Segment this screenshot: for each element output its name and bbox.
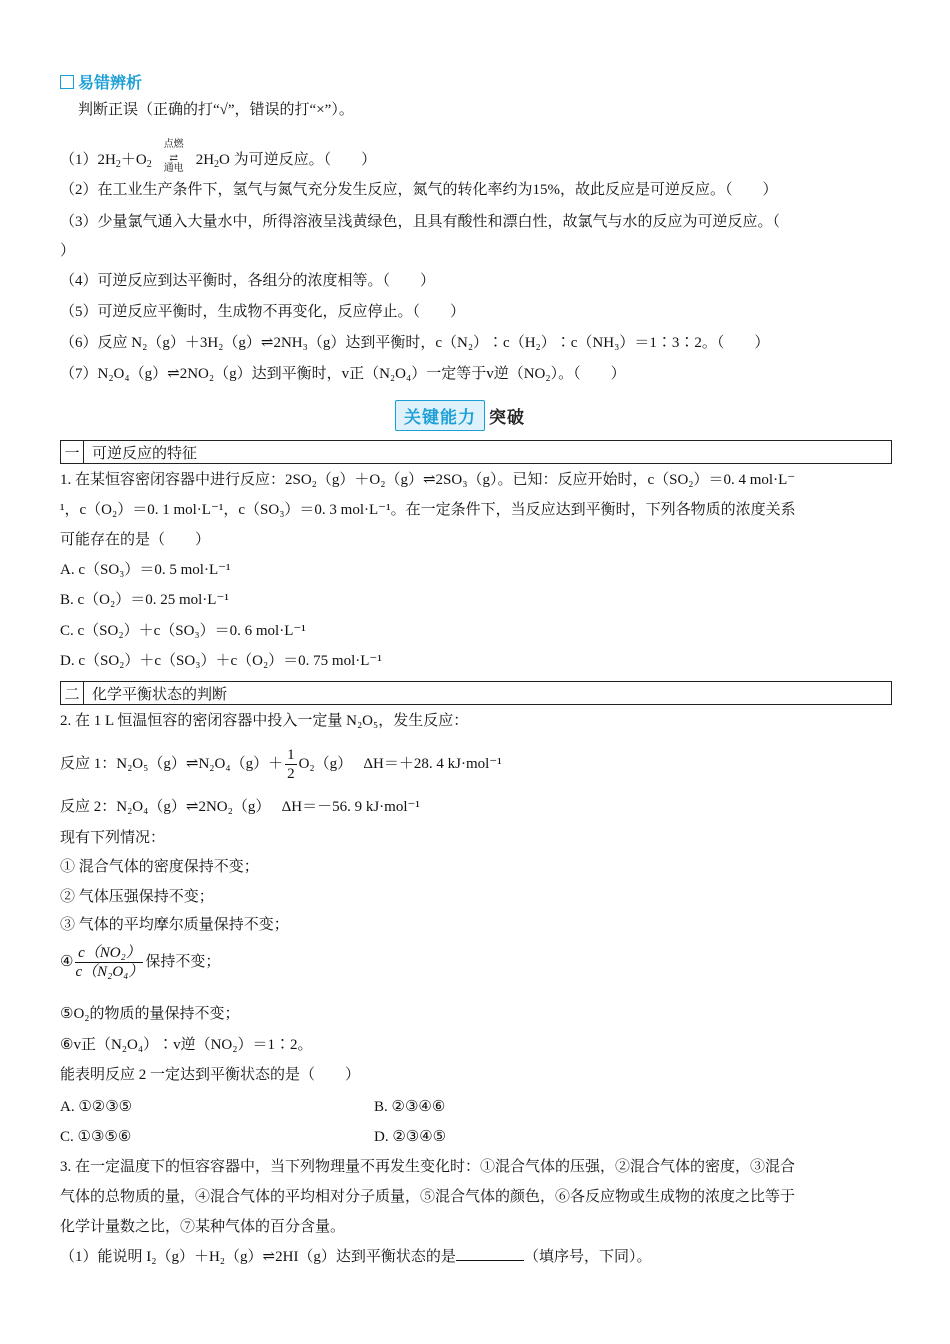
item-3: （3）少量氯气通入大量水中，所得溶液呈浅黄绿色，且具有酸性和漂白性，故氯气与水的反应为可逆反应。（ (60, 214, 781, 230)
q2-option-d: D. ②③④⑤ (374, 1129, 447, 1145)
q1-option-a: A. c（SO₃）＝0. 5 mol·L⁻¹ (60, 562, 231, 578)
q2-option-c: C. ①③⑤⑥ (60, 1129, 132, 1145)
section-heading-error-analysis (60, 70, 142, 93)
q1-line-1: 1. 在某恒容密闭容器中进行反应：2SO₂（g）＋O₂（g）⇌2SO₃（g）。已知：反应开始时，c（SO₂）＝0. 4 mol·L⁻ (60, 472, 796, 488)
breakthrough-label: 突破 (489, 407, 525, 428)
q1-option-b: B. c（O₂）＝0. 25 mol·L⁻¹ (60, 592, 229, 608)
topic-title: 化学平衡状态的判断 (92, 684, 228, 703)
reaction-condition-arrow: 点燃 ⇄ 通电 (163, 138, 184, 174)
topic-number: 二 (61, 682, 84, 704)
item-6: （6）反应 N₂（g）＋3H₂（g）⇌2NH₃（g）达到平衡时，c（N₂）∶c（H₂）∶c（NH₃）＝1∶3∶2。（ ） (60, 335, 770, 351)
checkbox-square-icon (60, 75, 74, 89)
topic-number: 一 (61, 441, 84, 463)
q2-condition-5: ⑤O₂的物质的量保持不变； (60, 1006, 240, 1022)
item-4: （4）可逆反应到达平衡时，各组分的浓度相等。（ ） (60, 273, 436, 289)
q2-option-a: A. ①②③⑤ (60, 1099, 133, 1115)
q2-conditions-intro: 现有下列情况： (60, 830, 166, 846)
q2-condition-4: ④ $\frac{\text{c（NO₂）}}{\text{c（N₂O₄）}}$ 保持不变； (60, 945, 221, 981)
item-1: $(1)2H_2+O_2$ 点燃 ⇄ 通电 $2H_2O$ 为可逆反应。（ ） (60, 138, 377, 174)
topic-bar-2 (60, 681, 892, 705)
intro-text: 判断正误（正确的打“√”，错误的打“×”）。 (78, 102, 354, 118)
item-2: （2）在工业生产条件下，氢气与氮气充分发生反应，氮气的转化率约为15%，故此反应是可逆反应。（ ） (60, 182, 778, 198)
key-ability-title (395, 400, 525, 430)
q2-condition-2: ② 气体压强保持不变； (60, 889, 214, 905)
q2-reaction-1: 反应 1：N₂O₅（g）⇌N₂O₄（g）＋ $\frac{1}{2}$ O₂（g） ΔH＝＋28. 4 kJ·mol⁻¹ (60, 747, 502, 783)
topic-bar-1 (60, 440, 892, 464)
q3-line-2: 气体的总物质的量，④混合气体的平均相对分子质量，⑤混合气体的颜色，⑥各反应物或生成物的浓度之比等于 (60, 1189, 796, 1205)
q1-line-3: 可能存在的是（ ） (60, 532, 211, 548)
item-5: （5）可逆反应平衡时，生成物不再变化，反应停止。（ ） (60, 304, 466, 320)
q2-condition-6: ⑥v正（N₂O₄）∶v逆（NO₂）＝1∶2。 (60, 1037, 313, 1053)
q1-option-c: C. c（SO₂）＋c（SO₃）＝0. 6 mol·L⁻¹ (60, 623, 306, 639)
q3-sub-1: （1）能说明 I₂（g）＋H₂（g）⇌2HI（g）达到平衡状态的是 （填序号，下同）。 (60, 1246, 651, 1267)
item-7: （7）N₂O₄（g）⇌2NO₂（g）达到平衡时，v正（N₂O₄）一定等于v逆（NO₂）。（ ） (60, 366, 626, 382)
key-ability-label: 关键能力 (395, 400, 485, 431)
q2-reaction-2: 反应 2：N₂O₄（g）⇌2NO₂（g） ΔH＝－56. 9 kJ·mol⁻¹ (60, 799, 420, 815)
heading-text: 易错辨析 (78, 73, 143, 92)
fraction-one-half: $\frac{1}{2}$ (287, 747, 295, 783)
q2-option-b: B. ②③④⑥ (374, 1099, 446, 1115)
answer-blank[interactable] (456, 1246, 524, 1261)
q1-option-d: D. c（SO₂）＋c（SO₃）＋c（O₂）＝0. 75 mol·L⁻¹ (60, 653, 382, 669)
q2-line-1: 2. 在 1 L 恒温恒容的密闭容器中投入一定量 N₂O₅，发生反应： (60, 713, 469, 729)
fraction-concentration-ratio: $\frac{\text{c（NO₂）}}{\text{c（N₂O₄）}}$ (75, 945, 144, 981)
topic-title: 可逆反应的特征 (92, 443, 198, 462)
q3-line-3: 化学计量数之比，⑦某种气体的百分含量。 (60, 1219, 346, 1235)
q2-condition-3: ③ 气体的平均摩尔质量保持不变； (60, 917, 289, 933)
q2-condition-1: ① 混合气体的密度保持不变； (60, 859, 259, 875)
q3-line-1: 3. 在一定温度下的恒容容器中，当下列物理量不再发生变化时：①混合气体的压强，②混合气体的密度，③混合 (60, 1159, 796, 1175)
q2-question: 能表明反应 2 一定达到平衡状态的是（ ） (60, 1067, 361, 1083)
q1-line-2: ¹，c（O₂）＝0. 1 mol·L⁻¹，c（SO₃）＝0. 3 mol·L⁻¹。在一定条件下，当反应达到平衡时，下列各物质的浓度关系 (60, 502, 796, 518)
item-3-cont: ） (60, 243, 76, 259)
